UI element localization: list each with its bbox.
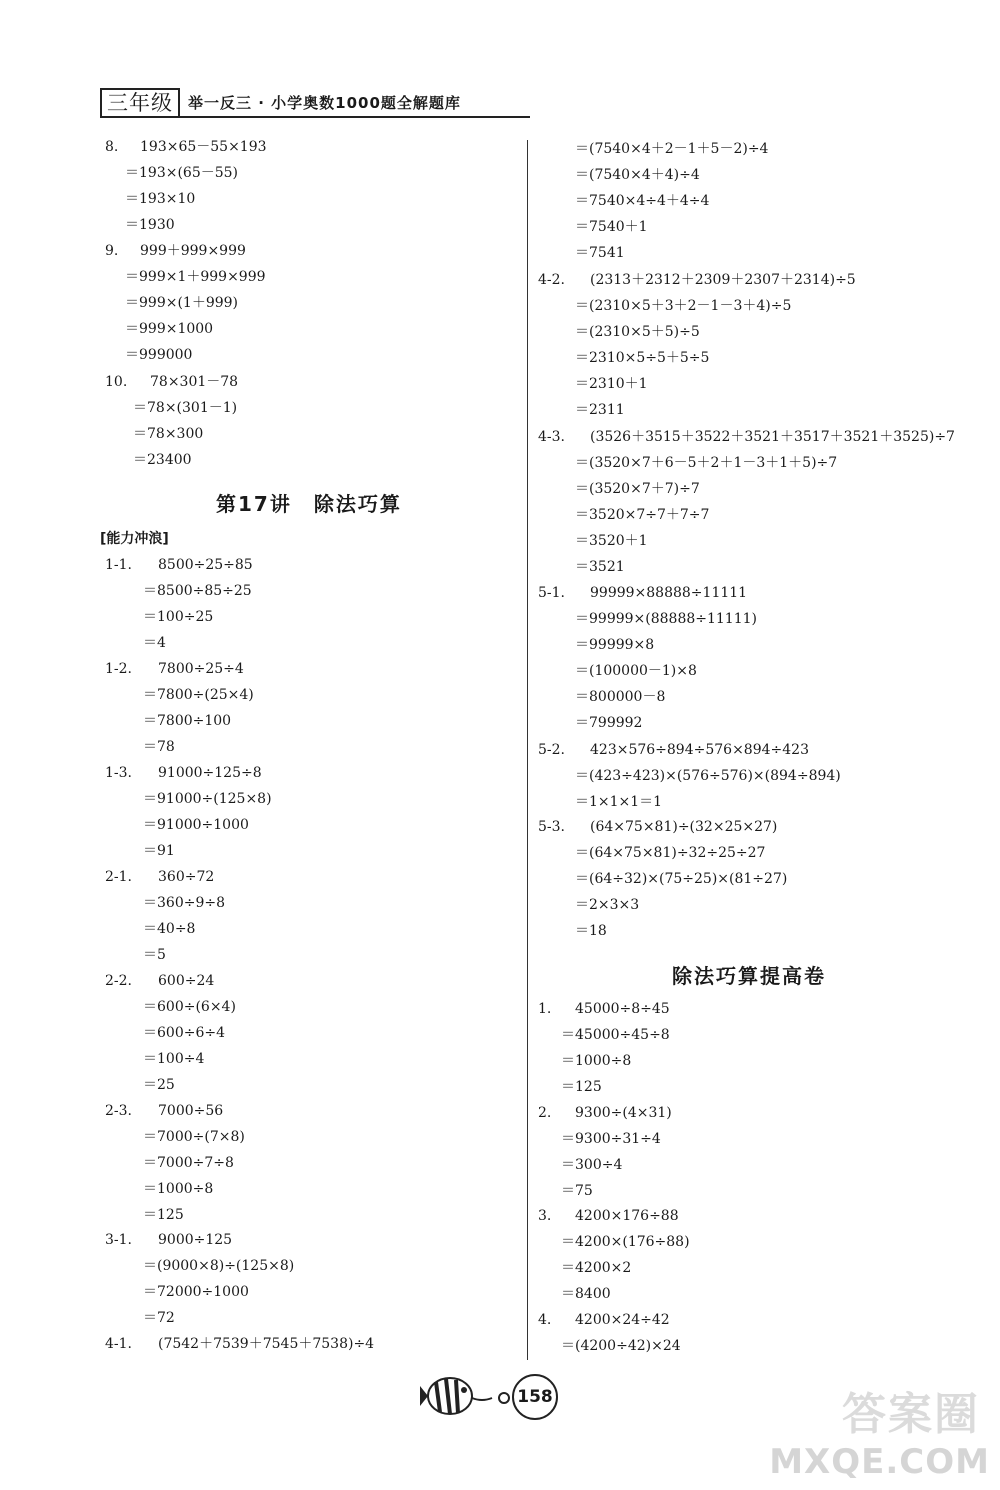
problem-expression: 45000÷8÷45: [575, 1001, 670, 1017]
solution-step: ＝72000÷1000: [143, 1284, 249, 1300]
solution-step: ＝99999×(88888÷11111): [575, 611, 757, 627]
solution-step: ＝(4200÷42)×24: [561, 1338, 681, 1354]
problem-expression: 360÷72: [158, 869, 215, 885]
watermark: [770, 1372, 990, 1482]
question-number: 4-1.: [105, 1336, 132, 1352]
page-number: 158: [512, 1374, 558, 1420]
problem-expression: (2313＋2312＋2309＋2307＋2314)÷5: [590, 272, 856, 288]
solution-step: ＝25: [143, 1077, 175, 1093]
solution-step: ＝91: [143, 843, 175, 859]
solution-step: ＝4: [143, 635, 166, 651]
question-number: 5-1.: [538, 585, 565, 601]
solution-step: ＝7541: [575, 245, 625, 261]
solution-step: ＝45000÷45÷8: [561, 1027, 670, 1043]
question-number: 2.: [538, 1105, 552, 1121]
solution-step: ＝(100000－1)×8: [575, 663, 697, 679]
solution-step: ＝7000÷(7×8): [143, 1129, 245, 1145]
solution-step: ＝1930: [125, 217, 175, 233]
solution-step: ＝100÷25: [143, 609, 214, 625]
section-title-right: 除法巧算提高卷: [672, 964, 826, 988]
book-title: 举一反三 · 小学奥数1000题全解题库: [188, 94, 461, 112]
solution-step: ＝(3520×7＋6－5＋2＋1－3＋1＋5)÷7: [575, 455, 838, 471]
solution-step: ＝4200×(176÷88): [561, 1234, 690, 1250]
question-number: 9.: [105, 243, 119, 259]
problem-expression: 7800÷25÷4: [158, 661, 244, 677]
question-number: 5-2.: [538, 742, 565, 758]
solution-step: ＝1000÷8: [143, 1181, 214, 1197]
watermark-url: MXQE.COM: [769, 1442, 990, 1482]
question-number: 2-1.: [105, 869, 132, 885]
solution-step: ＝(2310×5＋3＋2－1－3＋4)÷5: [575, 298, 792, 314]
solution-step: ＝78×300: [133, 426, 204, 442]
question-number: 1-3.: [105, 765, 132, 781]
watermark-cn: 答案圈: [842, 1389, 980, 1440]
problem-expression: 4200×24÷42: [575, 1312, 670, 1328]
solution-step: ＝360÷9÷8: [143, 895, 225, 911]
solution-step: ＝2×3×3: [575, 897, 640, 913]
question-number: 8.: [105, 139, 119, 155]
solution-step: ＝600÷(6×4): [143, 999, 236, 1015]
solution-step: ＝999×(1＋999): [125, 295, 239, 311]
header-rule: [100, 116, 530, 118]
solution-step: ＝4200×2: [561, 1260, 632, 1276]
problem-expression: 99999×88888÷11111: [590, 585, 748, 601]
solution-step: ＝18: [575, 923, 607, 939]
solution-step: ＝78: [143, 739, 175, 755]
solution-step: ＝2310＋1: [575, 376, 648, 392]
solution-step: ＝8500÷85÷25: [143, 583, 252, 599]
solution-step: ＝40÷8: [143, 921, 196, 937]
question-number: 5-3.: [538, 819, 565, 835]
problem-expression: (7542＋7539＋7545＋7538)÷4: [158, 1336, 375, 1352]
solution-step: ＝999×1＋999×999: [125, 269, 266, 285]
problem-expression: 7000÷56: [158, 1103, 224, 1119]
solution-step: ＝75: [561, 1183, 593, 1199]
problem-expression: 4200×176÷88: [575, 1208, 679, 1224]
solution-step: ＝9300÷31÷4: [561, 1131, 661, 1147]
solution-step: ＝1000÷8: [561, 1053, 632, 1069]
question-number: 1-2.: [105, 661, 132, 677]
problem-expression: 91000÷125÷8: [158, 765, 262, 781]
question-number: 10.: [105, 374, 128, 390]
solution-step: ＝(7540×4＋4)÷4: [575, 167, 700, 183]
question-number: 4-2.: [538, 272, 565, 288]
problem-expression: 9000÷125: [158, 1232, 233, 1248]
problem-expression: 9300÷(4×31): [575, 1105, 672, 1121]
question-number: 4.: [538, 1312, 552, 1328]
solution-step: ＝300÷4: [561, 1157, 623, 1173]
problem-expression: (3526＋3515＋3522＋3521＋3517＋3521＋3525)÷7: [590, 429, 955, 445]
solution-step: ＝23400: [133, 452, 192, 468]
solution-step: ＝7800÷100: [143, 713, 232, 729]
solution-step: ＝78×(301－1): [133, 400, 238, 416]
problem-expression: 193×65－55×193: [140, 139, 267, 155]
question-number: 1.: [538, 1001, 552, 1017]
solution-step: ＝193×10: [125, 191, 196, 207]
solution-step: ＝3520＋1: [575, 533, 648, 549]
question-number: 2-3.: [105, 1103, 132, 1119]
problem-expression: 999＋999×999: [140, 243, 246, 259]
solution-step: ＝8400: [561, 1286, 611, 1302]
solution-step: ＝7540×4÷4＋4÷4: [575, 193, 710, 209]
solution-step: ＝7800÷(25×4): [143, 687, 254, 703]
solution-step: ＝5: [143, 947, 166, 963]
problem-expression: (64×75×81)÷(32×25×27): [590, 819, 778, 835]
solution-step: ＝2310×5÷5＋5÷5: [575, 350, 710, 366]
fish-icon: [420, 1368, 512, 1424]
solution-step: ＝3520×7÷7＋7÷7: [575, 507, 710, 523]
solution-step: ＝125: [143, 1207, 184, 1223]
solution-step: ＝799992: [575, 715, 643, 731]
question-number: 4-3.: [538, 429, 565, 445]
solution-step: ＝999000: [125, 347, 193, 363]
solution-step: ＝91000÷(125×8): [143, 791, 272, 807]
section-tag: [能力冲浪]: [100, 531, 169, 547]
solution-step: ＝193×(65－55): [125, 165, 239, 181]
solution-step: ＝(64×75×81)÷32÷25÷27: [575, 845, 766, 861]
problem-expression: 78×301－78: [150, 374, 239, 390]
page-header: [100, 88, 530, 116]
solution-step: ＝2311: [575, 402, 625, 418]
solution-step: ＝999×1000: [125, 321, 214, 337]
solution-step: ＝91000÷1000: [143, 817, 249, 833]
question-number: 3.: [538, 1208, 552, 1224]
solution-step: ＝7540＋1: [575, 219, 648, 235]
problem-expression: 8500÷25÷85: [158, 557, 253, 573]
solution-step: ＝(64÷32)×(75÷25)×(81÷27): [575, 871, 788, 887]
solution-step: ＝72: [143, 1310, 175, 1326]
question-number: 2-2.: [105, 973, 132, 989]
grade-label: 三年级: [100, 88, 180, 118]
section-title-left: 第17讲 除法巧算: [216, 492, 402, 516]
problem-expression: 600÷24: [158, 973, 215, 989]
solution-step: ＝800000－8: [575, 689, 666, 705]
problem-expression: 423×576÷894÷576×894÷423: [590, 742, 809, 758]
solution-step: ＝125: [561, 1079, 602, 1095]
solution-step: ＝1×1×1＝1: [575, 794, 663, 810]
question-number: 3-1.: [105, 1232, 132, 1248]
solution-step: ＝99999×8: [575, 637, 655, 653]
solution-step: ＝(9000×8)÷(125×8): [143, 1258, 295, 1274]
solution-step: ＝7000÷7÷8: [143, 1155, 234, 1171]
solution-step: ＝600÷6÷4: [143, 1025, 225, 1041]
solution-step: ＝(7540×4＋2－1＋5－2)÷4: [575, 141, 769, 157]
column-divider: [527, 140, 528, 1360]
solution-step: ＝100÷4: [143, 1051, 205, 1067]
solution-step: ＝(2310×5＋5)÷5: [575, 324, 700, 340]
question-number: 1-1.: [105, 557, 132, 573]
page-footer: [420, 1368, 560, 1428]
solution-step: ＝3521: [575, 559, 625, 575]
solution-step: ＝(423÷423)×(576÷576)×(894÷894): [575, 768, 841, 784]
solution-step: ＝(3520×7＋7)÷7: [575, 481, 700, 497]
